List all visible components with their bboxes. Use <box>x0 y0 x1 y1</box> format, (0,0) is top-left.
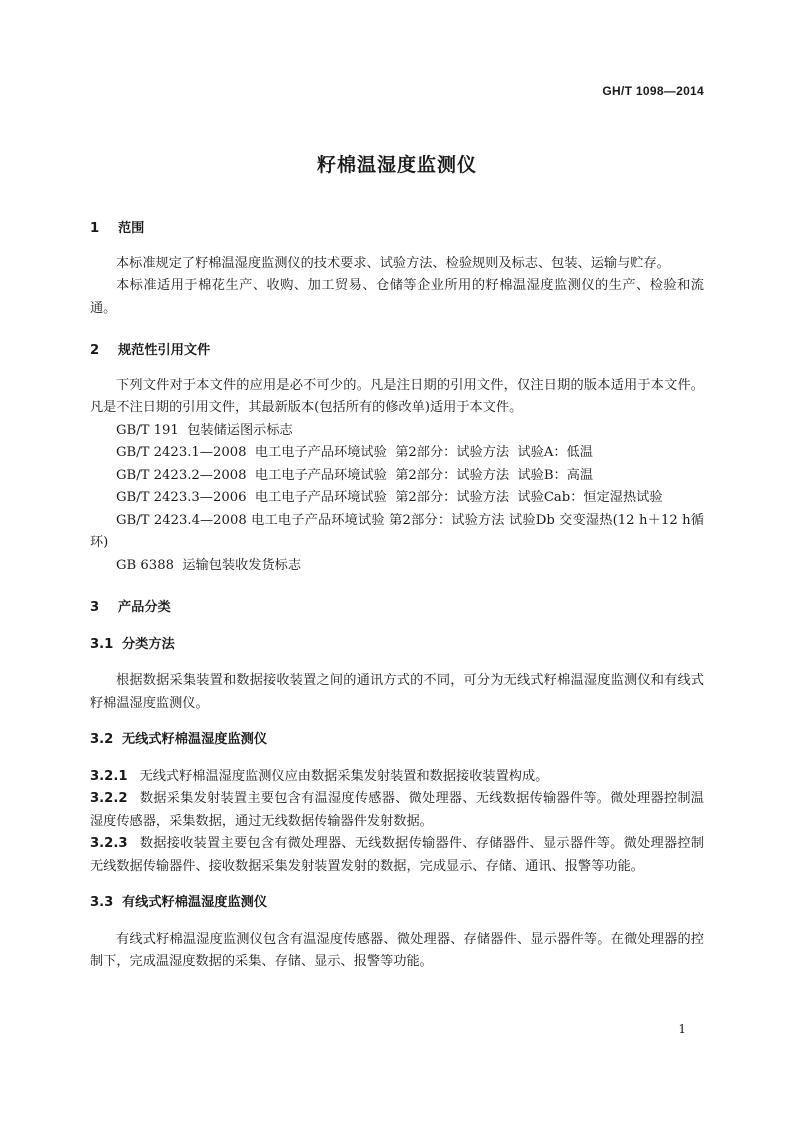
reference-item: GB/T 2423.3—2006 电工电子产品环境试验 第2部分：试验方法 试验Cab：恒定湿热试验 <box>116 490 663 505</box>
section-1-heading: 1 范围 <box>90 221 145 236</box>
section-3-3-heading: 3.3 有线式籽棉温湿度监测仪 <box>90 895 268 910</box>
clause-3-2-3: 3.2.3 数据接收装置主要包含有微处理器、无线数据传输器件、存储器件、显示器件等。微处理器控制无线数据传输器件、接收数据采集发射装置发射的数据，完成显示、存储、通讯、报警等功能。 <box>90 836 704 874</box>
section-3-3-para: 有线式籽棉温湿度监测仪包含有温湿度传感器、微处理器、存储器件、显示器件等。在微处理器的控制下，完成温湿度数据的采集、存储、显示、报警等功能。 <box>90 931 704 969</box>
reference-item: GB/T 2423.1—2008 电工电子产品环境试验 第2部分：试验方法 试验A：低温 <box>116 445 593 460</box>
section-2-intro: 下列文件对于本文件的应用是必不可少的。凡是注日期的引用文件，仅注日期的版本适用于本文件。凡是不注日期的引用文件，其最新版本(包括所有的修改单)适用于本文件。 <box>90 377 704 415</box>
clause-3-2-2: 3.2.2 数据采集发射装置主要包含有温湿度传感器、微处理器、无线数据传输器件等。微处理器控制温湿度传感器，采集数据，通过无线数据传输器件发射数据。 <box>90 791 704 829</box>
section-1-para-2: 本标准适用于棉花生产、收购、加工贸易、仓储等企业所用的籽棉温湿度监测仪的生产、检验和流通。 <box>90 278 704 316</box>
standard-code: GH/T 1098—2014 <box>602 84 704 98</box>
reference-item: GB/T 2423.4—2008 电工电子产品环境试验 第2部分：试验方法 试验Db 交变湿热(12 h＋12 h循环) <box>90 512 704 550</box>
section-1-para-1: 本标准规定了籽棉温湿度监测仪的技术要求、试验方法、检验规则及标志、包装、运输与贮存。 <box>116 255 670 271</box>
section-3-heading: 3 产品分类 <box>90 600 171 615</box>
reference-item: GB/T 2423.2—2008 电工电子产品环境试验 第2部分：试验方法 试验B：高温 <box>116 467 594 483</box>
section-3-1-para: 根据数据采集装置和数据接收装置之间的通讯方式的不同，可分为无线式籽棉温湿度监测仪和有线式籽棉温湿度监测仪。 <box>90 673 704 711</box>
section-3-1-heading: 3.1 分类方法 <box>90 636 175 652</box>
section-3-2-heading: 3.2 无线式籽棉温湿度监测仪 <box>90 732 268 747</box>
clause-3-2-1: 3.2.1 无线式籽棉温湿度监测仪应由数据采集发射装置和数据接收装置构成。 <box>90 768 549 784</box>
reference-item: GB 6388 运输包装收发货标志 <box>116 557 302 573</box>
reference-item: GB/T 191 包装储运图示标志 <box>116 422 293 438</box>
document-title: 籽棉温湿度监测仪 <box>316 154 477 176</box>
page-number: 1 <box>678 1022 686 1036</box>
document-body <box>90 218 704 974</box>
section-2-heading: 2 规范性引用文件 <box>90 343 211 358</box>
